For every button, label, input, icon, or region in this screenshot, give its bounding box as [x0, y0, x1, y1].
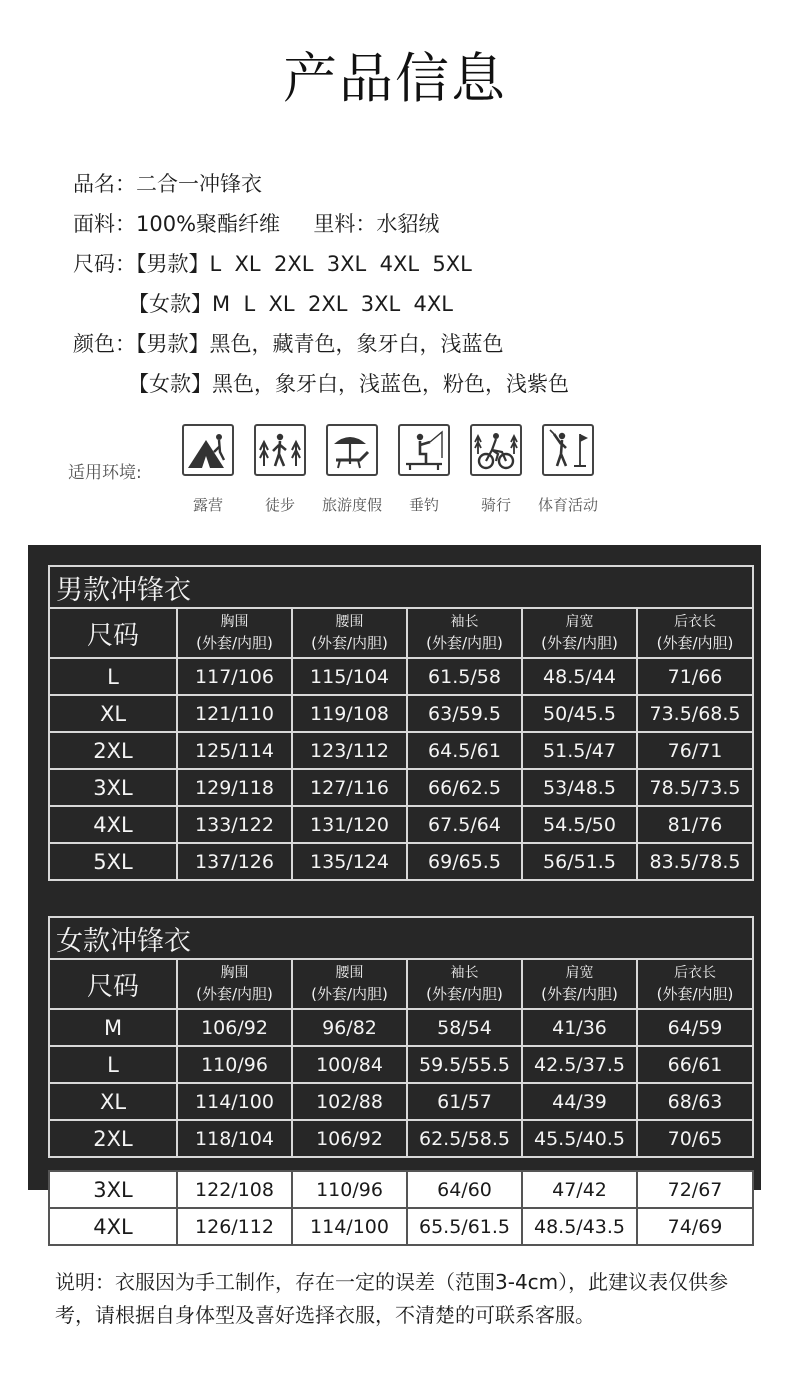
table-row: [49, 769, 753, 806]
table-cell: 68/63: [637, 1083, 753, 1120]
env-caption: 露营: [192, 496, 223, 514]
table-cell: 110/96: [292, 1171, 407, 1208]
table-cell: 123/112: [292, 732, 407, 769]
column-header-shoulder: 肩宽 (外套/内胆): [522, 959, 637, 1009]
env-caption: 骑行: [480, 496, 511, 514]
table-cell: 71/66: [637, 658, 753, 695]
table-cell: 100/84: [292, 1046, 407, 1083]
table-cell: 74/69: [637, 1208, 753, 1245]
table-row: [49, 1083, 753, 1120]
column-header-length: 后衣长 (外套/内胆): [637, 608, 753, 658]
table-row: [49, 1009, 753, 1046]
table-cell: 110/96: [177, 1046, 292, 1083]
table-row: [49, 843, 753, 880]
environment-label: 适用环境:: [68, 463, 142, 483]
women-size-table-continued: [48, 1170, 754, 1246]
size-cell: 4XL: [49, 806, 177, 843]
material-line: 面料：100%聚酯纤维 里料：水貂绒: [73, 212, 440, 236]
table-cell: 126/112: [177, 1208, 292, 1245]
table-cell: 64/59: [637, 1009, 753, 1046]
golf-sports-icon: [542, 424, 594, 476]
table-cell: 73.5/68.5: [637, 695, 753, 732]
env-caption: 体育活动: [537, 496, 598, 514]
color-men-line: 颜色：【男款】黑色，藏青色，象牙白，浅蓝色: [73, 332, 504, 356]
column-header-chest: 胸围 (外套/内胆): [177, 608, 292, 658]
table-cell: 44/39: [522, 1083, 637, 1120]
column-header-waist: 腰围 (外套/内胆): [292, 959, 407, 1009]
table-cell: 115/104: [292, 658, 407, 695]
table-cell: 41/36: [522, 1009, 637, 1046]
women-size-table: [48, 916, 754, 1158]
table-cell: 64/60: [407, 1171, 522, 1208]
size-cell: M: [49, 1009, 177, 1046]
table-row: [49, 658, 753, 695]
camping-tent-icon: [182, 424, 234, 476]
table-cell: 121/110: [177, 695, 292, 732]
size-cell: 4XL: [49, 1208, 177, 1245]
table-cell: 42.5/37.5: [522, 1046, 637, 1083]
table-cell: 45.5/40.5: [522, 1120, 637, 1157]
table-row: [49, 1208, 753, 1245]
table-cell: 78.5/73.5: [637, 769, 753, 806]
column-header-waist: 腰围 (外套/内胆): [292, 608, 407, 658]
table-cell: 58/54: [407, 1009, 522, 1046]
env-caption: 徒步: [264, 496, 295, 514]
product-name-line: 品名：二合一冲锋衣: [73, 172, 262, 196]
size-cell: 3XL: [49, 1171, 177, 1208]
size-cell: 3XL: [49, 769, 177, 806]
page-title: 产品信息: [283, 47, 507, 110]
cycling-icon: [470, 424, 522, 476]
table-cell: 48.5/43.5: [522, 1208, 637, 1245]
table-cell: 50/45.5: [522, 695, 637, 732]
column-header-chest: 胸围 (外套/内胆): [177, 959, 292, 1009]
column-header-sleeve: 袖长 (外套/内胆): [407, 959, 522, 1009]
table-row: [49, 1046, 753, 1083]
size-cell: 5XL: [49, 843, 177, 880]
fishing-icon: [398, 424, 450, 476]
table-cell: 83.5/78.5: [637, 843, 753, 880]
table-cell: 67.5/64: [407, 806, 522, 843]
table-row: [49, 1171, 753, 1208]
table-cell: 61.5/58: [407, 658, 522, 695]
table-cell: 119/108: [292, 695, 407, 732]
table-cell: 102/88: [292, 1083, 407, 1120]
women-table-title: 女款冲锋衣: [49, 917, 753, 959]
table-cell: 65.5/61.5: [407, 1208, 522, 1245]
table-row: [49, 1120, 753, 1157]
table-cell: 66/62.5: [407, 769, 522, 806]
size-cell: L: [49, 1046, 177, 1083]
table-cell: 66/61: [637, 1046, 753, 1083]
size-note: 说明：衣服因为手工制作，存在一定的误差（范围3-4cm），此建议表仅供参考，请根据自身体型及喜好选择衣服，不清楚的可联系客服。: [55, 1270, 729, 1327]
table-row: [49, 732, 753, 769]
table-cell: 135/124: [292, 843, 407, 880]
table-cell: 127/116: [292, 769, 407, 806]
size-cell: 2XL: [49, 732, 177, 769]
table-cell: 72/67: [637, 1171, 753, 1208]
table-cell: 81/76: [637, 806, 753, 843]
hiking-icon: [254, 424, 306, 476]
table-cell: 63/59.5: [407, 695, 522, 732]
table-cell: 56/51.5: [522, 843, 637, 880]
size-cell: 2XL: [49, 1120, 177, 1157]
table-cell: 62.5/58.5: [407, 1120, 522, 1157]
beach-vacation-icon: [326, 424, 378, 476]
table-cell: 70/65: [637, 1120, 753, 1157]
table-cell: 51.5/47: [522, 732, 637, 769]
table-cell: 61/57: [407, 1083, 522, 1120]
table-cell: 106/92: [177, 1009, 292, 1046]
table-cell: 54.5/50: [522, 806, 637, 843]
table-cell: 125/114: [177, 732, 292, 769]
env-item-sports: [538, 424, 610, 524]
table-cell: 117/106: [177, 658, 292, 695]
color-women-line: 【女款】黑色，象牙白，浅蓝色，粉色，浅紫色: [128, 372, 569, 396]
table-cell: 64.5/61: [407, 732, 522, 769]
table-cell: 106/92: [292, 1120, 407, 1157]
table-cell: 131/120: [292, 806, 407, 843]
size-cell: XL: [49, 695, 177, 732]
column-header-length: 后衣长 (外套/内胆): [637, 959, 753, 1009]
size-women-line: 【女款】M L XL 2XL 3XL 4XL: [128, 292, 453, 316]
size-header: 尺码: [49, 959, 177, 1009]
table-row: [49, 806, 753, 843]
table-cell: 133/122: [177, 806, 292, 843]
table-cell: 129/118: [177, 769, 292, 806]
table-cell: 114/100: [177, 1083, 292, 1120]
env-caption: 垂钓: [408, 496, 439, 514]
size-header: 尺码: [49, 608, 177, 658]
table-cell: 137/126: [177, 843, 292, 880]
size-men-line: 尺码：【男款】L XL 2XL 3XL 4XL 5XL: [73, 252, 472, 276]
men-table-title: 男款冲锋衣: [49, 566, 753, 608]
table-cell: 69/65.5: [407, 843, 522, 880]
env-caption: 旅游度假: [321, 496, 382, 514]
size-cell: L: [49, 658, 177, 695]
table-cell: 48.5/44: [522, 658, 637, 695]
column-header-shoulder: 肩宽 (外套/内胆): [522, 608, 637, 658]
table-cell: 76/71: [637, 732, 753, 769]
column-header-sleeve: 袖长 (外套/内胆): [407, 608, 522, 658]
size-cell: XL: [49, 1083, 177, 1120]
table-row: [49, 695, 753, 732]
table-cell: 47/42: [522, 1171, 637, 1208]
table-cell: 114/100: [292, 1208, 407, 1245]
men-size-table: [48, 565, 754, 881]
table-cell: 59.5/55.5: [407, 1046, 522, 1083]
table-cell: 118/104: [177, 1120, 292, 1157]
table-cell: 53/48.5: [522, 769, 637, 806]
table-cell: 96/82: [292, 1009, 407, 1046]
table-cell: 122/108: [177, 1171, 292, 1208]
